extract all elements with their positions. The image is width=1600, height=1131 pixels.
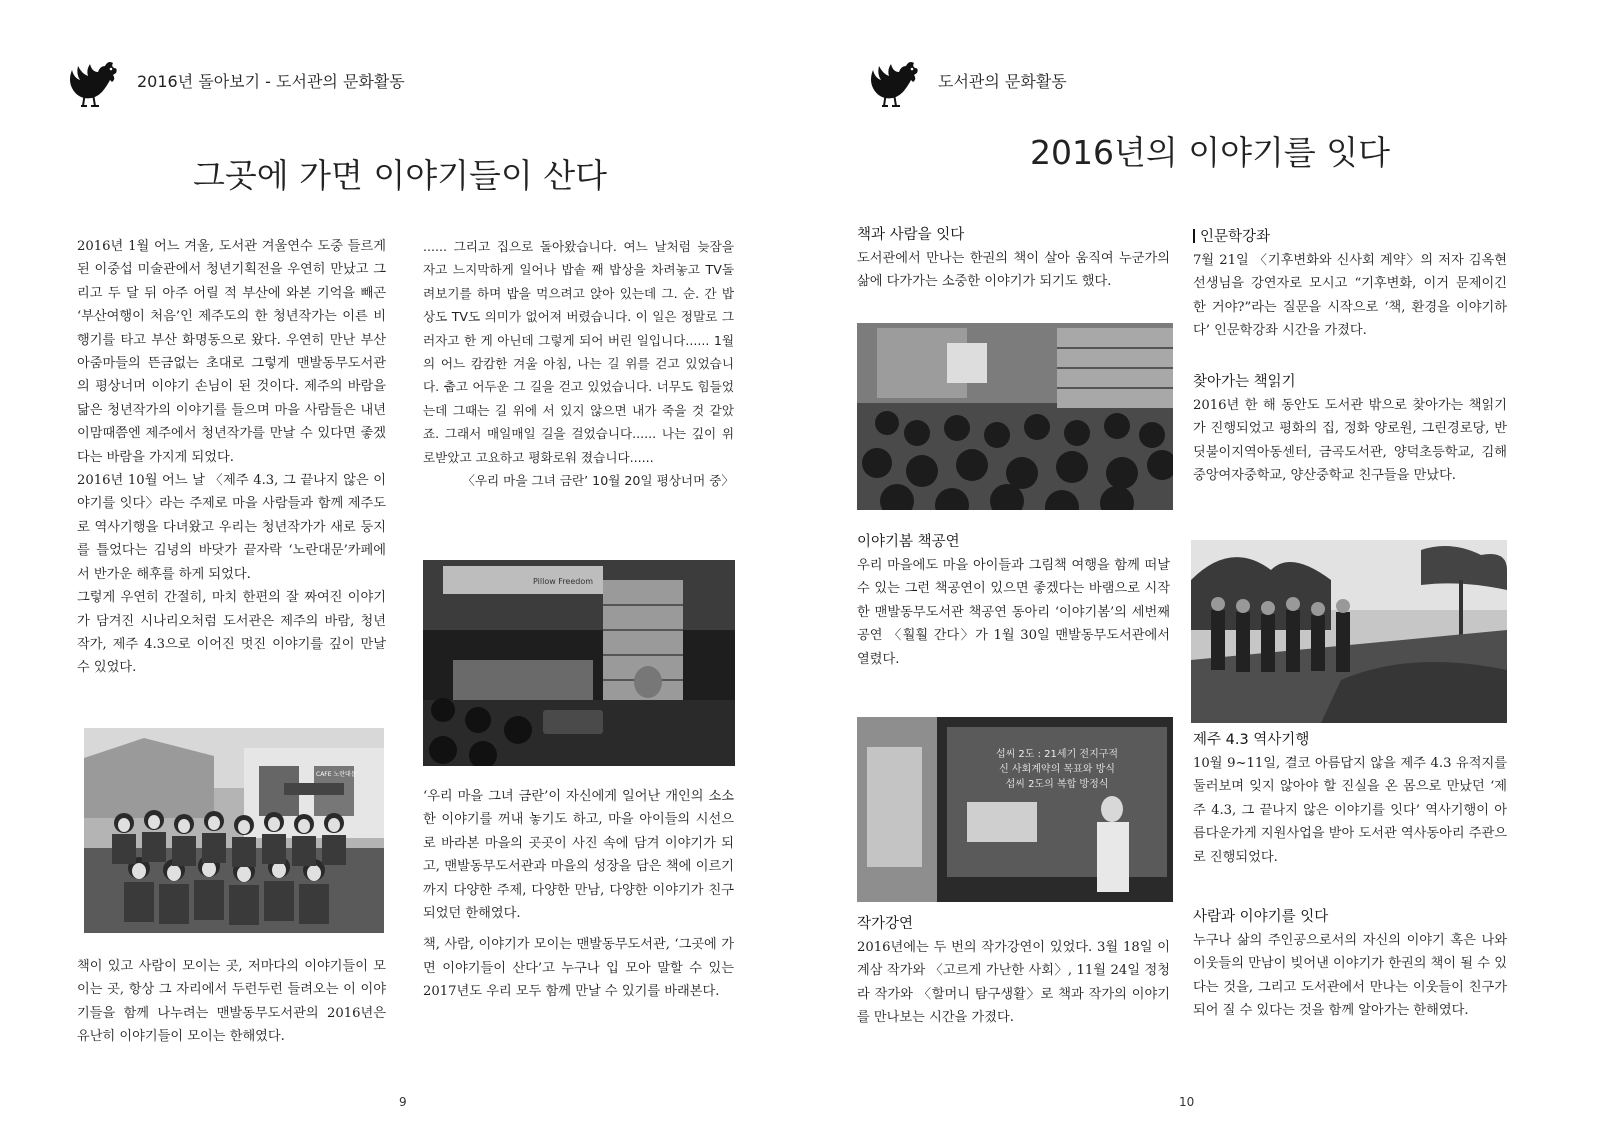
rooster-icon [65, 58, 127, 118]
left-column-2-bottom [423, 785, 734, 1004]
section-people-stories [1193, 905, 1507, 1023]
jeju-trip-photo [1191, 540, 1507, 723]
section-book-performance [857, 530, 1170, 671]
paragraph: 도서관에서 만나는 한권의 책이 살아 움직여 누군가의 삶에 다가가는 소중한 이야기가 되기도 했다. [857, 251, 1170, 290]
left-header [65, 58, 405, 118]
section-jeju-history-trip [1193, 728, 1507, 869]
slide-text-line-1: 섭씨 2도 : 21세기 전지구적 [995, 749, 1119, 760]
section-heading: 제주 4.3 역사기행 [1193, 732, 1310, 748]
quote-source: 〈우리 마을 그녀 금란’ 10월 20일 평상너머 중〉 [462, 473, 734, 489]
paragraph: 책, 사람, 이야기가 모이는 맨발동무도서관, ‘그곳에 가면 이야기들이 산다’고 누구나 입 모아 말할 수 있는 2017년도 우리 모두 함께 만날 수 있기를 바래본다. [423, 937, 734, 1000]
right-header [866, 58, 1067, 118]
paragraph: 10월 9~11일, 결코 아름답지 않을 제주 4.3 유적지를 둘러보며 잊지 않아야 할 진실을 온 몸으로 만났던 ‘제주 4.3, 그 끝나지 않은 이야기를 잇다’ 역사기행이 아름다운가게 지원사업을 받아 도서관 역사동아리 주관으로 진행되었다. [1193, 756, 1507, 865]
section-heading: 책과 사람을 잇다 [857, 227, 965, 243]
rooster-icon [866, 58, 928, 118]
left-header-text: 2016년 돌아보기 - 도서관의 문화활동 [137, 71, 405, 91]
section-heading: 작가강연 [857, 916, 914, 932]
paragraph: 누구나 삶의 주인공으로서의 자신의 이야기 혹은 나와 이웃들의 만남이 빚어낸 이야기가 한권의 책이 될 수 있다는 것을, 그리고 도서관에서 만나는 이웃들이 친구가 되어 질 수 있다는 것을 함께 알아가는 한해였다. [1193, 933, 1507, 1019]
section-humanities-lecture [1193, 225, 1507, 343]
cafe-sign-text: CAFE 노란대문 [316, 771, 357, 778]
paragraph: 우리 마을에도 마을 아이들과 그림책 여행을 함께 떠날 수 있는 그런 책공연이 있으면 좋겠다는 바램으로 시작한 맨발동무도서관 책공연 동아리 ‘이야기봄’의 세번째 공연 〈훨훨 간다〉가 1월 30일 맨발동무도서관에서 열렸다. [857, 558, 1170, 667]
page-number-right: 10 [1179, 1095, 1195, 1109]
slide-text-line-3: 섭씨 2도의 복합 방정식 [1005, 779, 1109, 790]
group-photo [84, 728, 384, 933]
right-page-title: 2016년의 이야기를 잇다 [1030, 133, 1390, 172]
section-heading: 이야기봄 책공연 [857, 534, 960, 550]
quote-block [423, 235, 734, 492]
performance-photo [423, 560, 735, 766]
paragraph: 그렇게 우연히 간절히, 마치 한편의 잘 짜여진 이야기가 담겨진 시나리오처럼 도서관은 제주의 바람, 청년작가, 제주 4.3으로 이어진 멋진 이야기를 깊이 만날 수 있었다. [77, 590, 386, 676]
left-column-1-bottom [77, 955, 386, 1049]
paragraph: 7월 21일 〈기후변화와 신사회 계약〉의 저자 김옥현 선생님을 강연자로 모시고 “기후변화, 이거 문제이긴 한 거야?”라는 질문을 시작으로 ‘책, 환경을 이야기하다’ 인문학강좌 시간을 가졌다. [1193, 253, 1507, 339]
paragraph: 2016년 한 해 동안도 도서관 밖으로 찾아가는 책읽기가 진행되었고 평화의 집, 정화 양로원, 그린경로당, 반딧불이지역아동센터, 금곡도서관, 양덕초등학교, 김해중앙여자중학교, 양산중학교 친구들을 만났다. [1193, 398, 1507, 484]
lecture-photo [857, 717, 1173, 902]
left-column-1 [77, 235, 386, 680]
left-page-title: 그곳에 가면 이야기들이 산다 [193, 156, 608, 195]
audience-photo [857, 323, 1173, 510]
section-heading: 인문학강좌 [1193, 225, 1507, 249]
page-number-left: 9 [399, 1095, 407, 1109]
quote-text: ...... 그리고 집으로 돌아왔습니다. 여느 날처럼 늦잠을 자고 느지막하게 일어나 밥솥 째 밥상을 차려놓고 TV돌려보기를 하며 밥을 먹으려고 앉아 있는데 그. 순. 간 밥상도 TV도 의미가 없어져 버렸습니다. 이 일은 정말로 그러자고 한 게 아닌데 그렇게 되어 버린 일입니다...... 1월의 어느 캄캄한 겨울 아침, 나는 길 위를 걷고 있었습니다. 춥고 어두운 그 길을 걷고 있었습니다. 너무도 힘들었는데 그때는 길 위에 서 있지 않으면 내가 죽을 것 같았죠. 그래서 매일매일 길을 걸었습니다...... 나는 깊이 위로받았고 고요하고 평화로워 졌습니다...... [423, 239, 734, 465]
banner-text: Pillow Freedom [533, 577, 594, 586]
right-header-text: 도서관의 문화활동 [938, 71, 1067, 91]
section-author-lecture [857, 912, 1170, 1030]
section-books-people [857, 223, 1170, 294]
section-heading: 사람과 이야기를 잇다 [1193, 909, 1329, 925]
section-heading: 찾아가는 책읽기 [1193, 374, 1296, 390]
paragraph: 2016년에는 두 번의 작가강연이 있었다. 3월 18일 이계삼 작가와 〈고르게 가난한 사회〉, 11월 24일 정청라 작가와 〈할머니 탐구생활〉로 책과 작가의 이야기를 만나보는 시간을 가졌다. [857, 940, 1170, 1026]
paragraph: 2016년 1월 어느 겨울, 도서관 겨울연수 도중 들르게 된 이중섭 미술관에서 청년기획전을 우연히 만났고 그리고 두 달 뒤 아주 어릴 적 부산에 와본 기억을 빼곤 ‘부산여행이 처음’인 제주도의 한 청년작가는 이른 비행기를 타고 부산 화명동으로 왔다. 우연히 만난 부산 아줌마들의 뜬금없는 초대로 그렇게 맨발동무도서관의 평상너머 이야기 손님이 된 것이다. 제주의 바람을 닮은 청년작가의 이야기를 들으며 마을 사람들은 내년 이맘때쯤엔 제주에서 청년작가를 만날 수 있다면 좋겠다는 바람을 가지게 되었다. [77, 239, 386, 465]
section-visiting-reading [1193, 370, 1507, 488]
paragraph: ‘우리 마을 그녀 금란’이 자신에게 일어난 개인의 소소한 이야기를 꺼내 놓기도 하고, 마을 아이들의 시선으로 바라본 마을의 곳곳이 사진 속에 담겨 이야기가 되고, 맨발동무도서관과 마을의 성장을 담은 책에 이르기까지 다양한 주제, 다양한 만남, 다양한 이야기가 친구 되었던 한해였다. [423, 789, 734, 922]
paragraph: 책이 있고 사람이 모이는 곳, 저마다의 이야기들이 모이는 곳, 항상 그 자리에서 두런두런 들려오는 이 이야기들을 함께 나누려는 맨발동무도서관의 2016년은 유난히 이야기들이 모이는 한해였다. [77, 959, 386, 1045]
paragraph: 2016년 10월 어느 날 〈제주 4.3, 그 끝나지 않은 이야기를 잇다〉라는 주제로 마을 사람들과 함께 제주도로 역사기행을 다녀왔고 우리는 청년작가가 새로 둥지를 틀었다는 김녕의 바닷가 끝자락 ‘노란대문’카페에서 반가운 해후를 하게 되었다. [77, 473, 386, 582]
right-page [800, 0, 1600, 1131]
slide-text-line-2: 신 사회계약의 목표와 방식 [999, 764, 1115, 775]
